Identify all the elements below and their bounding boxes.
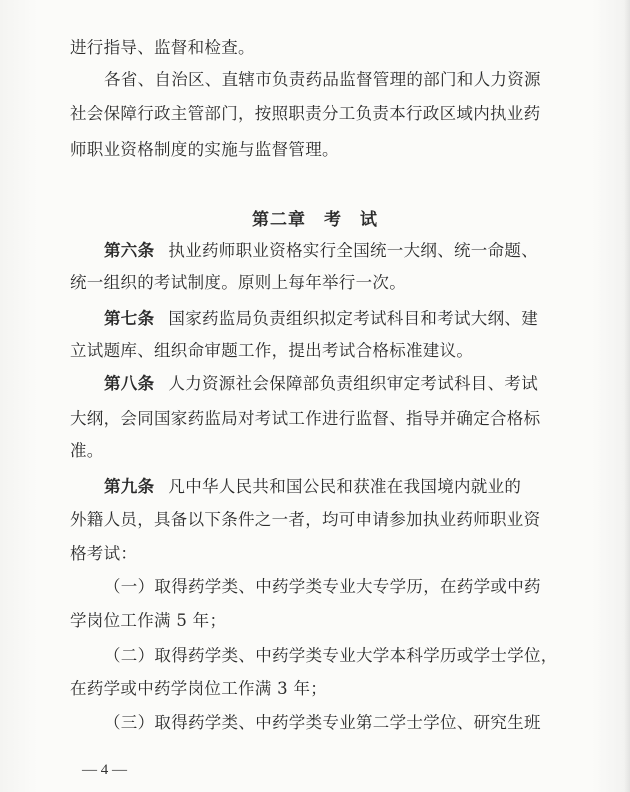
item-2-line-1: （二）取得药学类、中药学类专业大学本科学历或学士学位， [104, 646, 558, 665]
article-7-line-1 [104, 308, 538, 330]
article-9-text: 凡中华人民共和国公民和获准在我国境内就业的 [168, 477, 522, 496]
item-1-line-1: （一）取得药学类、中药学类专业大专学历，在药学或中药 [104, 577, 541, 596]
article-6-label: 第六条 [104, 241, 155, 260]
article-7-label: 第七条 [104, 309, 155, 328]
page-edge-shadow [624, 0, 630, 792]
item-2-line-2: 在药学或中药学岗位工作满 3 年； [70, 679, 328, 698]
article-6-line-1 [104, 240, 538, 262]
article-9-label: 第九条 [104, 477, 155, 496]
article-6-line-2: 统一组织的考试制度。原则上每年举行一次。 [70, 273, 406, 292]
article-8-line-3: 准。 [70, 441, 104, 460]
article-8-label: 第八条 [104, 374, 155, 393]
article-9-line-1 [104, 476, 521, 498]
article-9-line-3: 格考试： [70, 544, 138, 563]
paragraph-line: 各省、自治区、直辖市负责药品监督管理的部门和人力资源 [104, 70, 541, 89]
paragraph-line: 师职业资格制度的实施与监督管理。 [70, 140, 339, 159]
paragraph-line: 进行指导、监督和检查。 [70, 38, 255, 57]
article-8-text: 人力资源社会保障部负责组织审定考试科目、考试 [168, 374, 539, 393]
article-8-line-1 [104, 373, 538, 395]
article-7-text: 国家药监局负责组织拟定考试科目和考试大纲、建 [168, 309, 539, 328]
item-3-line-1: （三）取得药学类、中药学类专业第二学士学位、研究生班 [104, 713, 541, 732]
page-number: — 4 — [82, 762, 127, 778]
item-1-line-2: 学岗位工作满 5 年； [70, 611, 227, 630]
paragraph-line: 社会保障行政主管部门，按照职责分工负责本行政区域内执业药 [70, 104, 541, 123]
article-9-line-2: 外籍人员，具备以下条件之一者，均可申请参加执业药师职业资 [70, 510, 541, 529]
chapter-title: 第二章 考 试 [252, 210, 378, 230]
article-7-line-2: 立试题库、组织命审题工作，提出考试合格标准建议。 [70, 341, 474, 360]
article-6-text: 执业药师职业资格实行全国统一大纲、统一命题、 [168, 241, 539, 260]
article-8-line-2: 大纲，会同国家药监局对考试工作进行监督、指导并确定合格标 [70, 409, 541, 428]
